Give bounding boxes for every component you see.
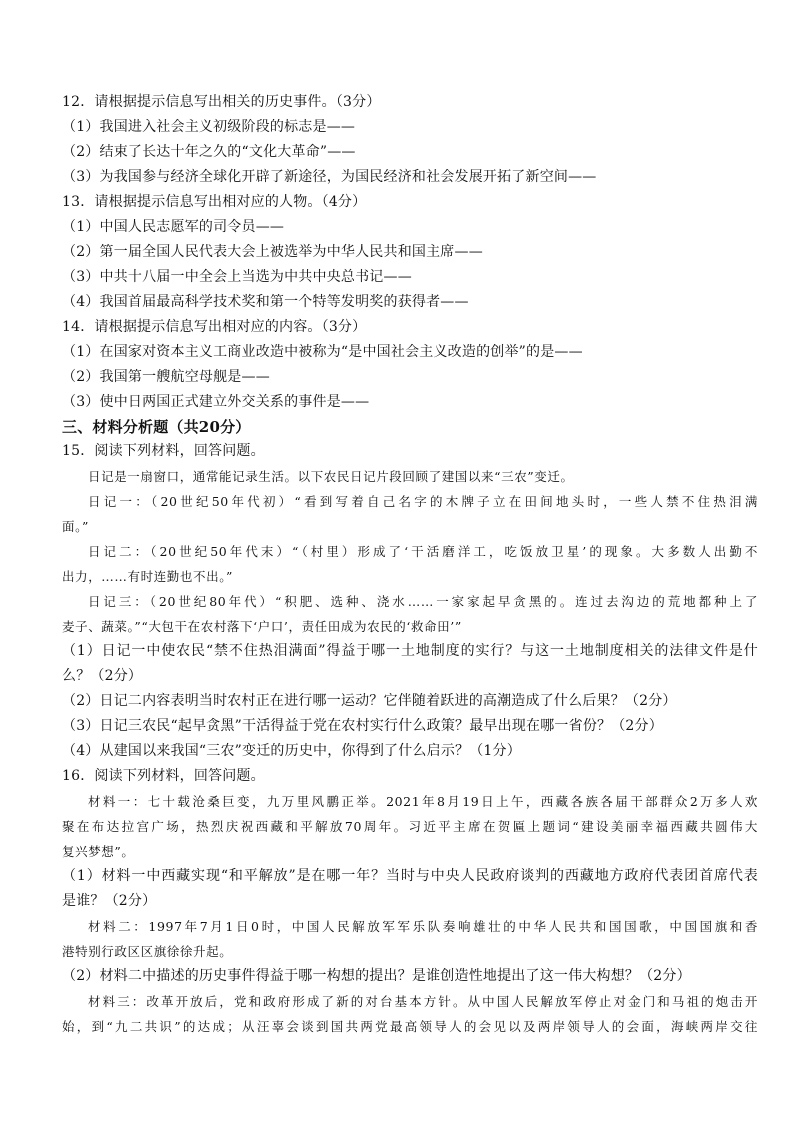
q15-diary1-line2: 面。” xyxy=(62,519,89,534)
q15-question-1-line1: （1）日记一中使农民“禁不住热泪满面”得益于哪一土地制度的实行？与这一土地制度相关的法律文件是什 xyxy=(62,643,758,659)
q16-material2-line2: 港特别行政区区旗徐徐升起。 xyxy=(62,944,233,959)
q15-question-4: （4）从建国以来我国“三农”变迁的历史中，你得到了什么启示？（1分） xyxy=(62,743,521,759)
q15-question-3: （3）日记三农民“起早贪黑”干活得益于党在农村实行什么政策？最早出现在哪一省份？（2分） xyxy=(62,718,663,734)
q15-diary2-line1: 日记二：（20世纪50年代末）“（村里）形成了‘干活磨洋工，吃饭放卫星’的现象。大多数人出勤不 xyxy=(88,544,758,559)
q15-diary2-line2: 出力，……有时连勤也不出。” xyxy=(62,569,234,584)
section-heading: 三、材料分析题（共20分） xyxy=(62,418,251,436)
q16-question-1-line1: （1）材料一中西藏实现“和平解放”是在哪一年？当时与中央人民政府谈判的西藏地方政府代表团首席代表 xyxy=(62,868,758,884)
q16-title: 16．阅读下列材料，回答问题。 xyxy=(62,768,265,784)
q12-item-1: （1）我国进入社会主义初级阶段的标志是—— xyxy=(62,119,356,135)
q15-diary3-line1: 日记三：（20世纪80年代）“积肥、选种、浇水……一家家起早贪黑的。连过去沟边的荒地都种上了 xyxy=(88,594,758,609)
q13-item-4: （4）我国首届最高科学技术奖和第一个特等发明奖的获得者—— xyxy=(62,294,469,310)
q15-question-1-line2: 么？（2分） xyxy=(62,668,143,684)
q13-item-1: （1）中国人民志愿军的司令员—— xyxy=(62,219,285,235)
q16-material1-line1: 材料一：七十载沧桑巨变，九万里风鹏正举。2021年8月19日上午，西藏各族各届干部群众2万多人欢 xyxy=(88,794,758,809)
q13-item-2: （2）第一届全国人民代表大会上被选举为中华人民共和国主席—— xyxy=(62,244,483,260)
q13-title: 13．请根据提示信息写出相对应的人物。（4分） xyxy=(62,194,367,210)
q16-material1-line3: 复兴梦想”。 xyxy=(62,844,135,859)
q14-item-1: （1）在国家对资本主义工商业改造中被称为“是中国社会主义改造的创举”的是—— xyxy=(62,344,583,360)
q15-diary1-line1: 日记一：（20世纪50年代初）“看到写着自己名字的木牌子立在田间地头时，一些人禁不住热泪满 xyxy=(88,494,758,509)
q15-title: 15．阅读下列材料，回答问题。 xyxy=(62,443,265,459)
q13-item-3: （3）中共十八届一中全会上当选为中共中央总书记—— xyxy=(62,269,412,285)
q16-material3-line1: 材料三：改革开放后，党和政府形成了新的对台基本方针。从中国人民解放军停止对金门和马祖的炮击开 xyxy=(88,994,758,1009)
q14-item-2: （2）我国第一艘航空母舰是—— xyxy=(62,369,270,385)
q15-intro: 日记是一扇窗口，通常能记录生活。以下农民日记片段回顾了建国以来“三农”变迁。 xyxy=(88,469,574,484)
q12-title: 12．请根据提示信息写出相关的历史事件。（3分） xyxy=(62,94,381,110)
q14-item-3: （3）使中日两国正式建立外交关系的事件是—— xyxy=(62,394,370,410)
q16-material2-line1: 材料二：1997年7月1日0时，中国人民解放军军乐队奏响雄壮的中华人民共和国国歌，中国国旗和香 xyxy=(88,919,758,934)
q16-material1-line2: 聚在布达拉宫广场，热烈庆祝西藏和平解放70周年。习近平主席在贺匾上题词“建设美丽幸福西藏共圆伟大 xyxy=(62,819,758,834)
q14-title: 14．请根据提示信息写出相对应的内容。（3分） xyxy=(62,319,367,335)
q15-question-2: （2）日记二内容表明当时农村正在进行哪一运动？它伴随着跃进的高潮造成了什么后果？（2分） xyxy=(62,693,677,709)
q15-diary3-line2: 麦子、蔬菜。”“大包干在农村落下‘户口’，责任田成为农民的‘救命田’” xyxy=(62,619,462,634)
q16-material3-line2: 始，到“九二共识”的达成；从汪辜会谈到国共两党最高领导人的会见以及两岸领导人的会面，海峡两岸交往 xyxy=(62,1019,758,1034)
q16-question-1-line2: 是谁？（2分） xyxy=(62,893,157,909)
q12-item-3: （3）为我国参与经济全球化开辟了新途径，为国民经济和社会发展开拓了新空间—— xyxy=(62,169,597,185)
q12-item-2: （2）结束了长达十年之久的“文化大革命”—— xyxy=(62,144,356,160)
q16-question-2: （2）材料二中描述的历史事件得益于哪一构想的提出？是谁创造性地提出了这一伟大构想？（2分） xyxy=(62,968,691,984)
